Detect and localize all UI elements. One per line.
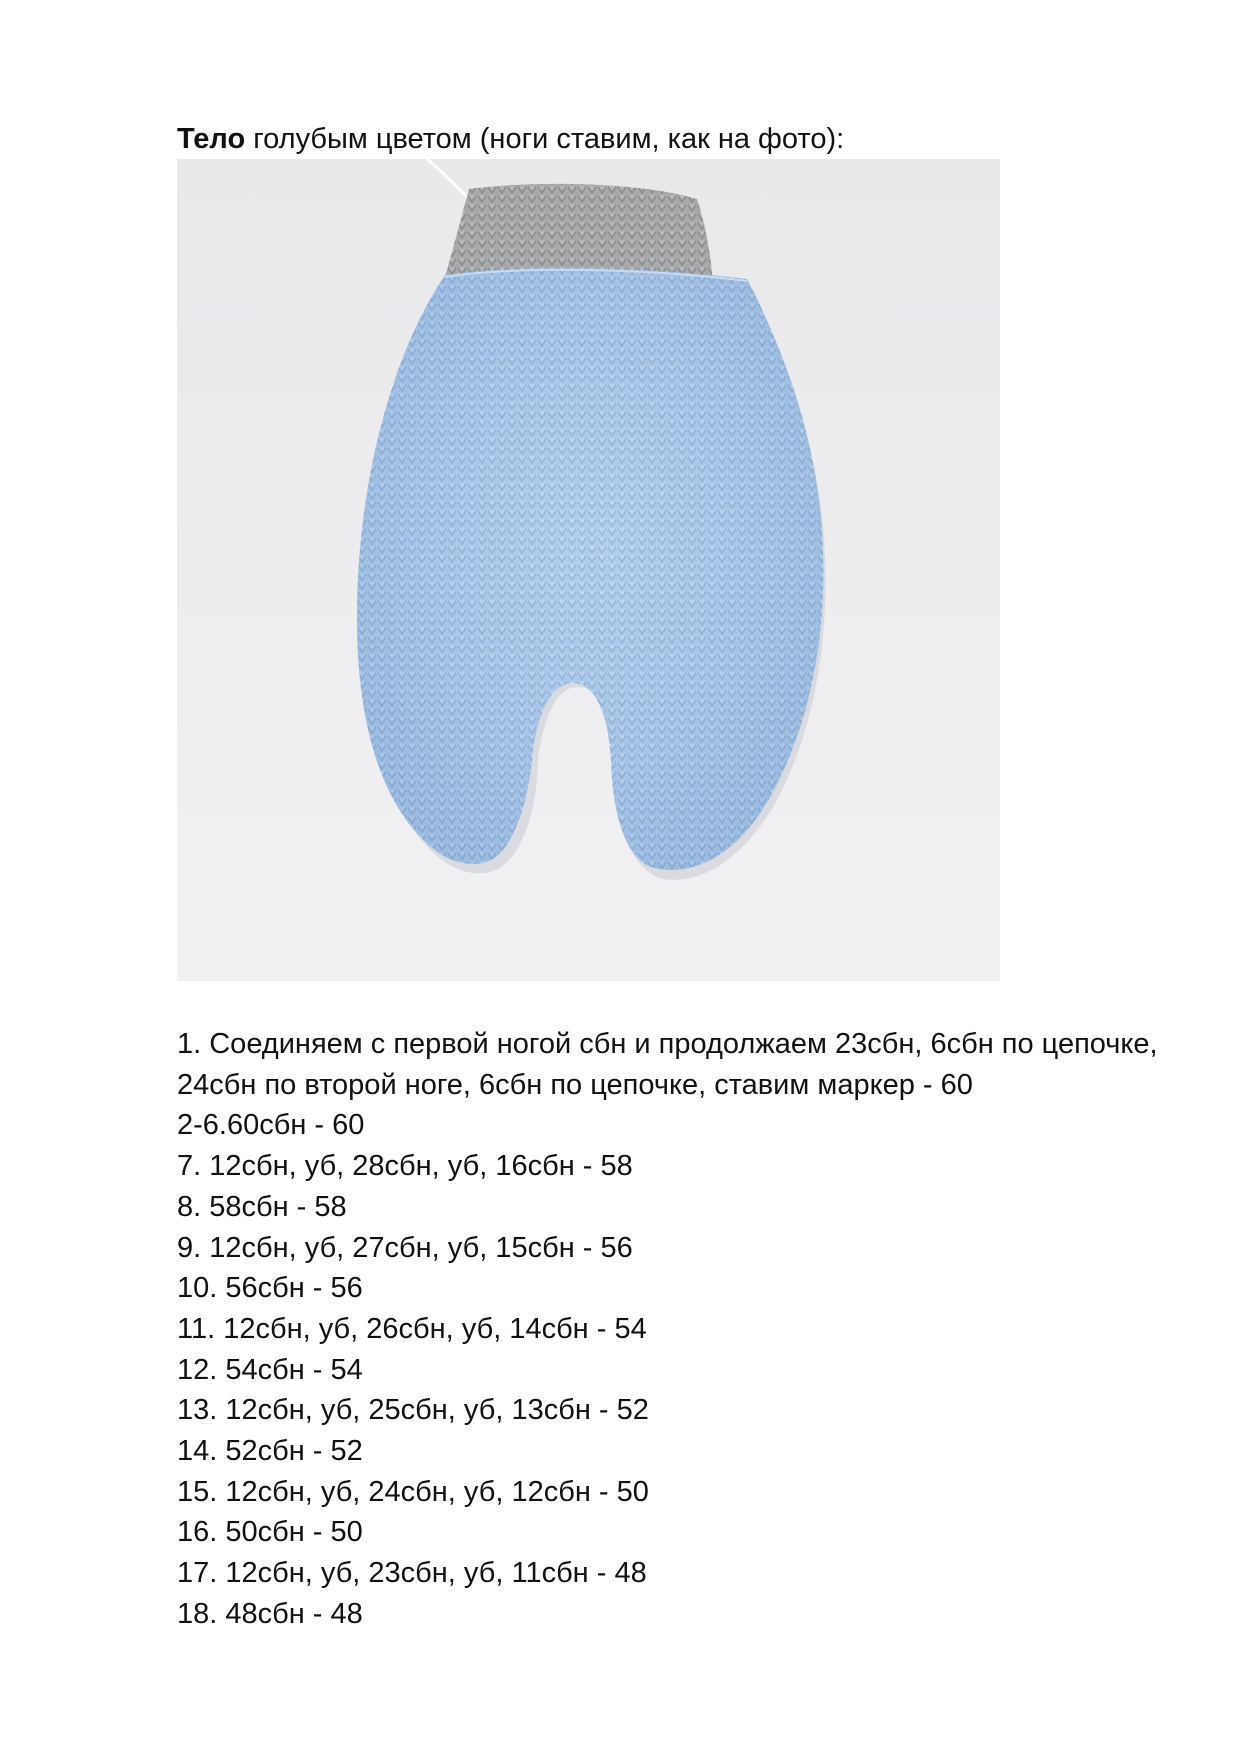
pattern-row: 16. 50сбн - 50 <box>177 1516 363 1549</box>
pattern-row: 7. 12сбн, уб, 28сбн, уб, 16сбн - 58 <box>177 1150 633 1183</box>
pattern-row: 9. 12сбн, уб, 27сбн, уб, 15сбн - 56 <box>177 1231 633 1264</box>
pattern-row: 2-6.60сбн - 60 <box>177 1109 365 1142</box>
pattern-row: 13. 12сбн, уб, 25сбн, уб, 13сбн - 52 <box>177 1394 649 1427</box>
crochet-body-photo <box>177 159 1000 981</box>
pattern-row: 10. 56сбн - 56 <box>177 1272 363 1305</box>
pattern-row: 12. 54сбн - 54 <box>177 1353 363 1386</box>
pattern-row: 8. 58сбн - 58 <box>177 1190 347 1223</box>
pattern-instructions <box>177 1024 1177 1635</box>
heading-text: голубым цветом (ноги ставим, как на фото): <box>245 123 845 155</box>
pattern-row: 1. Соединяем с первой ногой сбн и продолжаем 23сбн, 6сбн по цепочке, 24сбн по второй ноге, 6сбн по цепочке, ставим маркер - 60 <box>177 1028 1158 1101</box>
pattern-row: 14. 52сбн - 52 <box>177 1435 363 1468</box>
pattern-row: 18. 48сбн - 48 <box>177 1597 363 1630</box>
pattern-row: 17. 12сбн, уб, 23сбн, уб, 11сбн - 48 <box>177 1557 647 1590</box>
section-heading <box>177 121 844 157</box>
pattern-row: 15. 12сбн, уб, 24сбн, уб, 12сбн - 50 <box>177 1475 649 1508</box>
heading-bold-word: Тело <box>177 123 246 155</box>
pattern-row: 11. 12сбн, уб, 26сбн, уб, 14сбн - 54 <box>177 1312 647 1345</box>
